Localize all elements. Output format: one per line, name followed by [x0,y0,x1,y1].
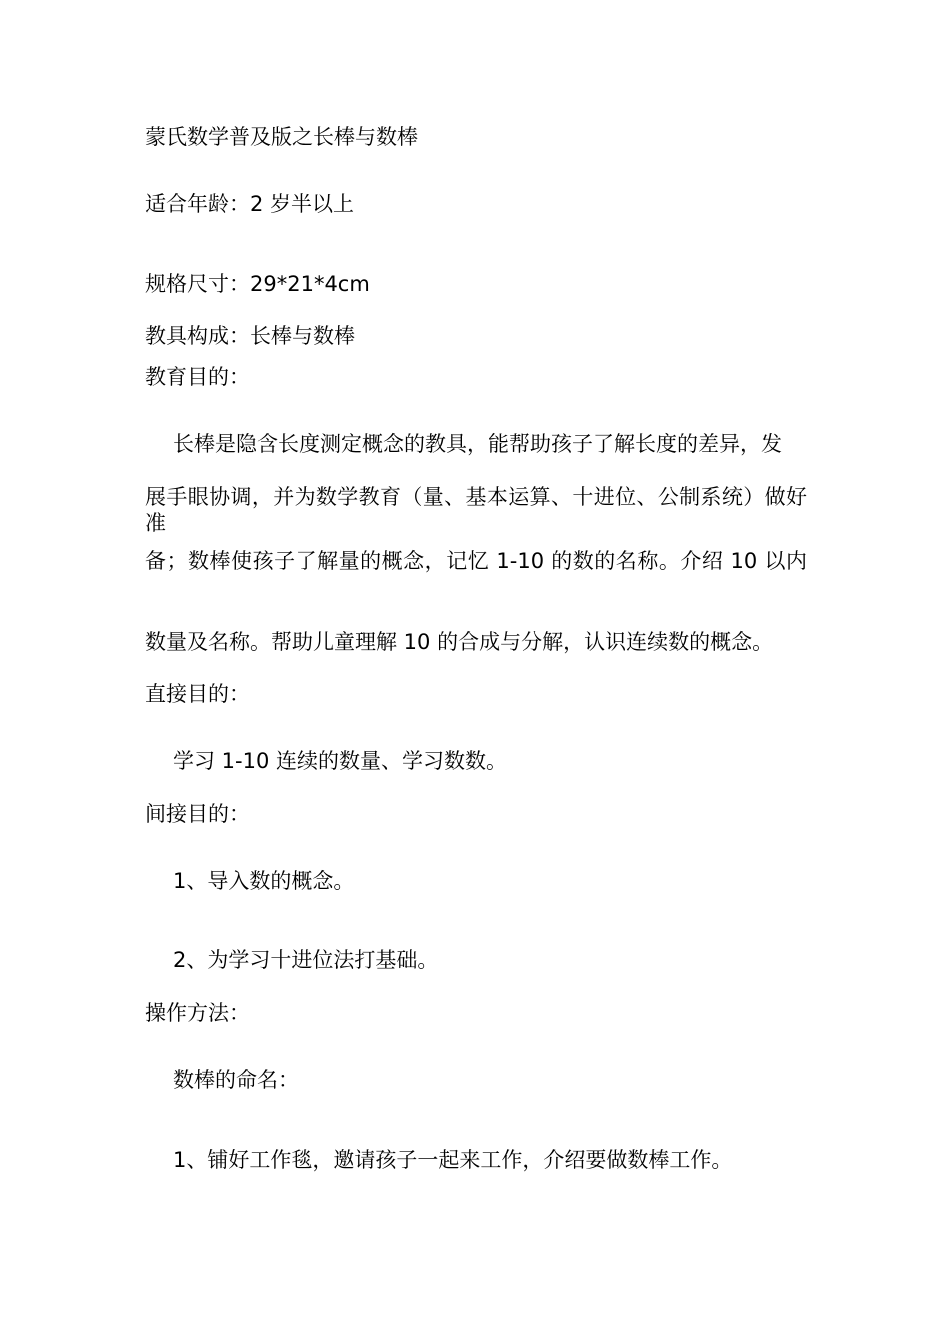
direct-heading: 直接目的： [145,682,250,706]
education-paragraph-line: 备；数棒使孩子了解量的概念，记忆 1-10 的数的名称。介绍 10 以内 [145,549,807,573]
education-heading: 教育目的： [145,365,250,389]
education-paragraph-line: 长棒是隐含长度测定概念的教具，能帮助孩子了解长度的差异，发 [173,432,782,456]
indirect-item: 2、为学习十进位法打基础。 [173,948,439,972]
age-line: 适合年龄：2 岁半以上 [145,192,355,216]
indirect-item: 1、导入数的概念。 [173,869,355,893]
composition-line: 教具构成：长棒与数棒 [145,324,355,348]
method-subheading: 数棒的命名： [173,1068,299,1092]
document-title: 蒙氏数学普及版之长棒与数棒 [145,125,418,149]
education-paragraph-line: 展手眼协调，并为数学教育（量、基本运算、十进位、公制系统）做好准 [145,485,807,535]
direct-text: 学习 1-10 连续的数量、学习数数。 [173,749,508,773]
method-heading: 操作方法： [145,1001,250,1025]
education-paragraph-line: 数量及名称。帮助儿童理解 10 的合成与分解，认识连续数的概念。 [145,630,774,654]
size-line: 规格尺寸：29*21*4cm [145,272,370,296]
method-item: 1、铺好工作毯，邀请孩子一起来工作，介绍要做数棒工作。 [173,1148,733,1172]
indirect-heading: 间接目的： [145,802,250,826]
